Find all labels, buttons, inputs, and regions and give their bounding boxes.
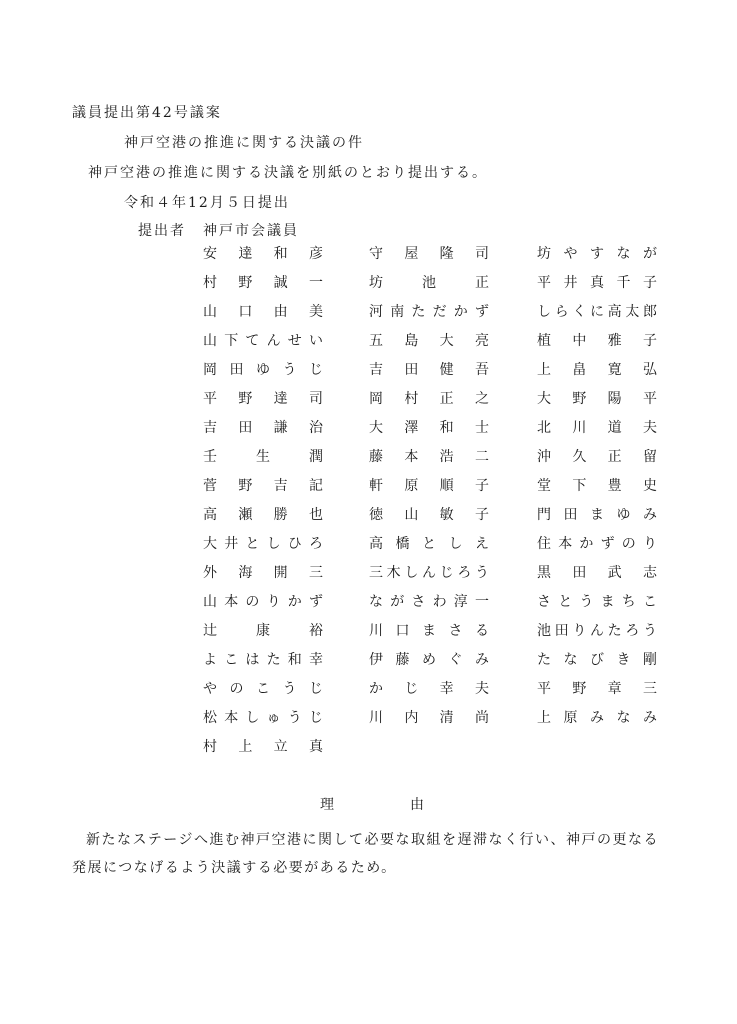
member-name: 三木しんじろう (369, 565, 489, 581)
member-name: さとうまちこ (537, 594, 657, 610)
member-name: 村上立真 (203, 739, 323, 755)
member-name: 伊藤めぐみ (369, 652, 489, 668)
submitter-group: 神戸市会議員 (203, 223, 299, 239)
member-name: 平野章三 (537, 681, 657, 697)
reason-body: 新たなステージへ進む神戸空港に関して必要な取組を遅滞なく行い、神戸の更なる発展につなげるよう決議する必要があるため。 (72, 832, 659, 876)
member-name: 外海開三 (203, 565, 323, 581)
member-name: 山下てんせい (203, 333, 323, 349)
member-name: 徳山敏子 (369, 507, 489, 523)
member-name: 住本かずのり (537, 536, 657, 552)
member-name: 坊池正 (369, 275, 489, 291)
member-name: 壬生潤 (203, 449, 323, 465)
bill-subject: 神戸空港の推進に関する決議の件 (124, 135, 364, 151)
member-name: 黒田武志 (537, 565, 657, 581)
member-name: 坊やすなが (537, 246, 657, 262)
member-name: やのこうじ (203, 681, 323, 697)
bill-statement: 神戸空港の推進に関する決議を別紙のとおり提出する。 (88, 165, 488, 181)
member-name: しらくに高太郎 (537, 304, 657, 320)
member-name: 吉田謙治 (203, 420, 323, 436)
member-name: 安達和彦 (203, 246, 323, 262)
member-name: 五島大亮 (369, 333, 489, 349)
member-name: 植中雅子 (537, 333, 657, 349)
member-name: 高瀬勝也 (203, 507, 323, 523)
member-name: 平井真千子 (537, 275, 657, 291)
bill-number: 議員提出第42号議案 (72, 105, 222, 121)
member-name: 松本しゅうじ (203, 710, 323, 726)
member-name: 守屋隆司 (369, 246, 489, 262)
member-name: ながさわ淳一 (369, 594, 489, 610)
member-name: たなびき剛 (537, 652, 657, 668)
member-name: 上原みなみ (537, 710, 657, 726)
member-column-3 (537, 240, 657, 733)
member-name: 川内清尚 (369, 710, 489, 726)
member-name: 池田りんたろう (537, 623, 657, 639)
member-name: 門田まゆみ (537, 507, 657, 523)
member-name: 山口由美 (203, 304, 323, 320)
member-column-2 (369, 240, 489, 733)
member-name: かじ幸夫 (369, 681, 489, 697)
member-name: 高橋としえ (369, 536, 489, 552)
member-name: 辻康裕 (203, 623, 323, 639)
member-name: 大野陽平 (537, 391, 657, 407)
member-name: 吉田健吾 (369, 362, 489, 378)
member-name: 岡村正之 (369, 391, 489, 407)
member-name: 大澤和士 (369, 420, 489, 436)
member-name: 北川道夫 (537, 420, 657, 436)
member-name: 岡田ゆうじ (203, 362, 323, 378)
member-name: 河南ただかず (369, 304, 489, 320)
member-name: よこはた和幸 (203, 652, 323, 668)
member-name: 上畠寛弘 (537, 362, 657, 378)
member-name: 平野達司 (203, 391, 323, 407)
member-name: 川口まさる (369, 623, 489, 639)
member-name: 山本のりかず (203, 594, 323, 610)
reason-title: 理由 (320, 797, 424, 813)
member-name: 大井としひろ (203, 536, 323, 552)
member-name: 沖久正留 (537, 449, 657, 465)
submitter-label: 提出者 (138, 223, 186, 239)
member-column-1 (203, 240, 323, 762)
submission-date: 令和４年12月５日提出 (124, 195, 290, 211)
member-name: 菅野吉記 (203, 478, 323, 494)
member-name: 村野誠一 (203, 275, 323, 291)
member-name: 軒原順子 (369, 478, 489, 494)
member-name: 藤本浩二 (369, 449, 489, 465)
member-name: 堂下豊史 (537, 478, 657, 494)
